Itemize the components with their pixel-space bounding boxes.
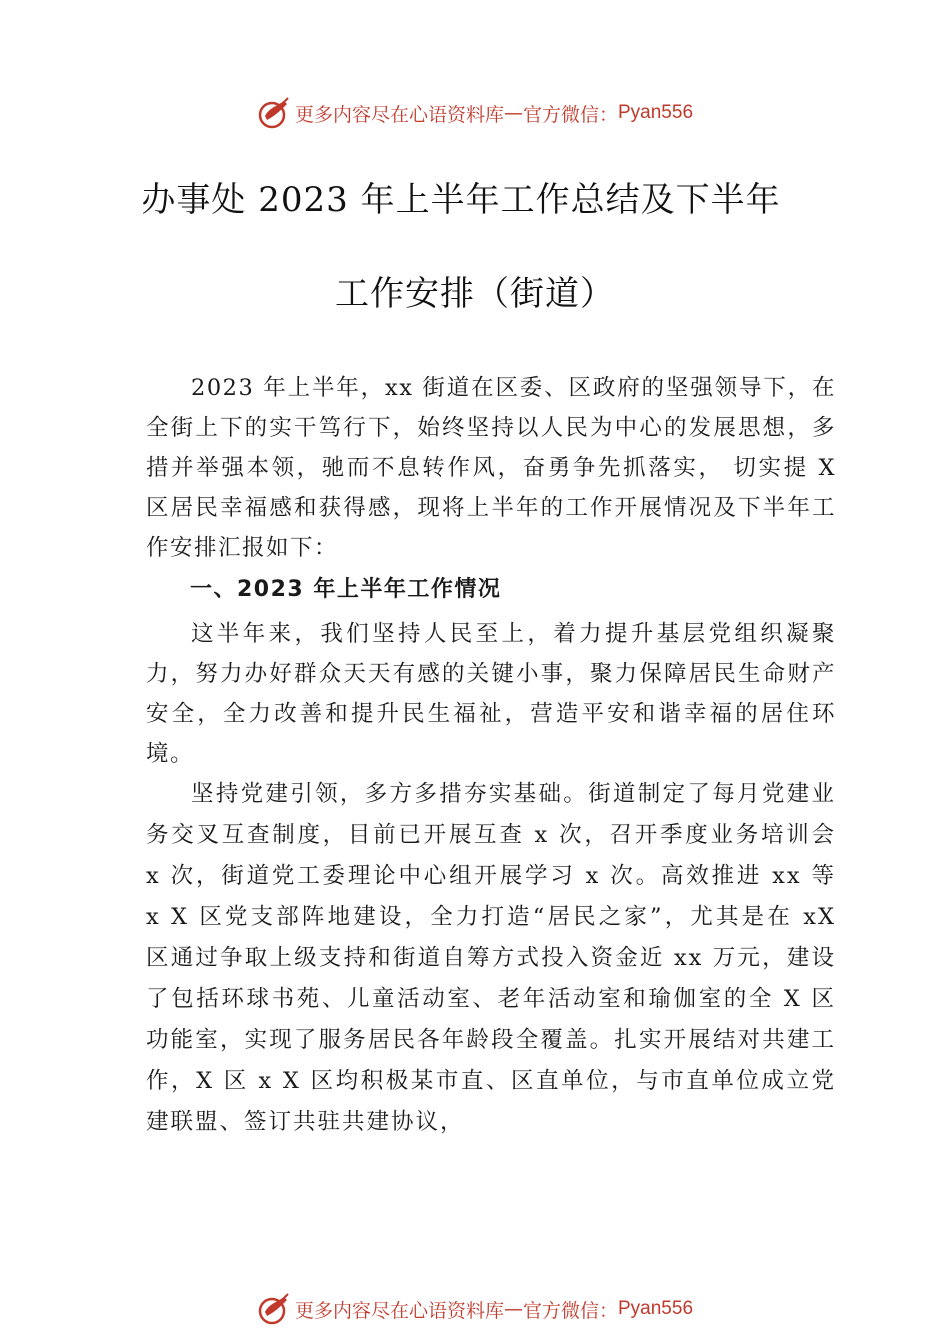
banner-wechat-label: 官方微信：: [522, 1299, 618, 1322]
watermark-banner-top: [0, 96, 950, 130]
document-title-line2: 工作安排（街道）: [335, 274, 615, 314]
pen-logo-icon: [257, 96, 291, 130]
banner-dash: —: [503, 1298, 523, 1320]
watermark-banner-bottom: [0, 1292, 950, 1326]
banner-wechat-id: Pyan556: [618, 1298, 694, 1319]
paragraph-party-building: 坚持党建引领，多方多措夯实基础。街道制定了每月党建业务交叉互查制度，目前已开展互查 x 次，召开季度业务培训会 x 次，街道党工委理论中心组开展学习 x 次。高效推进 xx 等 x X 区党支部阵地建设，全力打造“居民之家”，尤其是在 xX 区通过争取上级支持和街道自筹方式投入资金近 xx 万元，建设了包括环球书苑、儿童活动室、老年活动室和瑜伽室的全 X 区功能室，实现了服务居民各年龄段全覆盖。扎实开展结对共建工作，X 区 x X 区均积极某市直、区直单位，与市直单位成立党建联盟、签订共驻共建协议，: [146, 781, 836, 1135]
banner-wechat-label: 官方微信：: [522, 103, 618, 126]
document-body: [146, 368, 836, 1143]
pen-logo-icon: [257, 1292, 291, 1326]
document-title-line1: 办事处 2023 年上半年工作总结及下半年: [141, 180, 781, 220]
paragraph-summary: 这半年来，我们坚持人民至上，着力提升基层党组织凝聚力，努力办好群众天天有感的关键小事，聚力保障居民生命财产安全，全力改善和提升民生福祉，营造平安和谐幸福的居住环境。: [146, 621, 836, 767]
paragraph-intro: 2023 年上半年，xx 街道在区委、区政府的坚强领导下，在全街上下的实干笃行下，始终坚持以人民为中心的发展思想，多措并举强本领，驰而不息转作风，奋勇争先抓落实， 切实提 X 区居民幸福感和获得感，现将上半年的工作开展情况及下半年工作安排汇报如下：: [146, 375, 836, 561]
banner-dash: —: [503, 102, 523, 124]
banner-text: 更多内容尽在心语资料库: [294, 1299, 504, 1322]
banner-text: 更多内容尽在心语资料库: [294, 103, 504, 126]
section-heading: 一、2023 年上半年工作情况: [190, 577, 502, 602]
banner-wechat-id: Pyan556: [618, 102, 694, 123]
